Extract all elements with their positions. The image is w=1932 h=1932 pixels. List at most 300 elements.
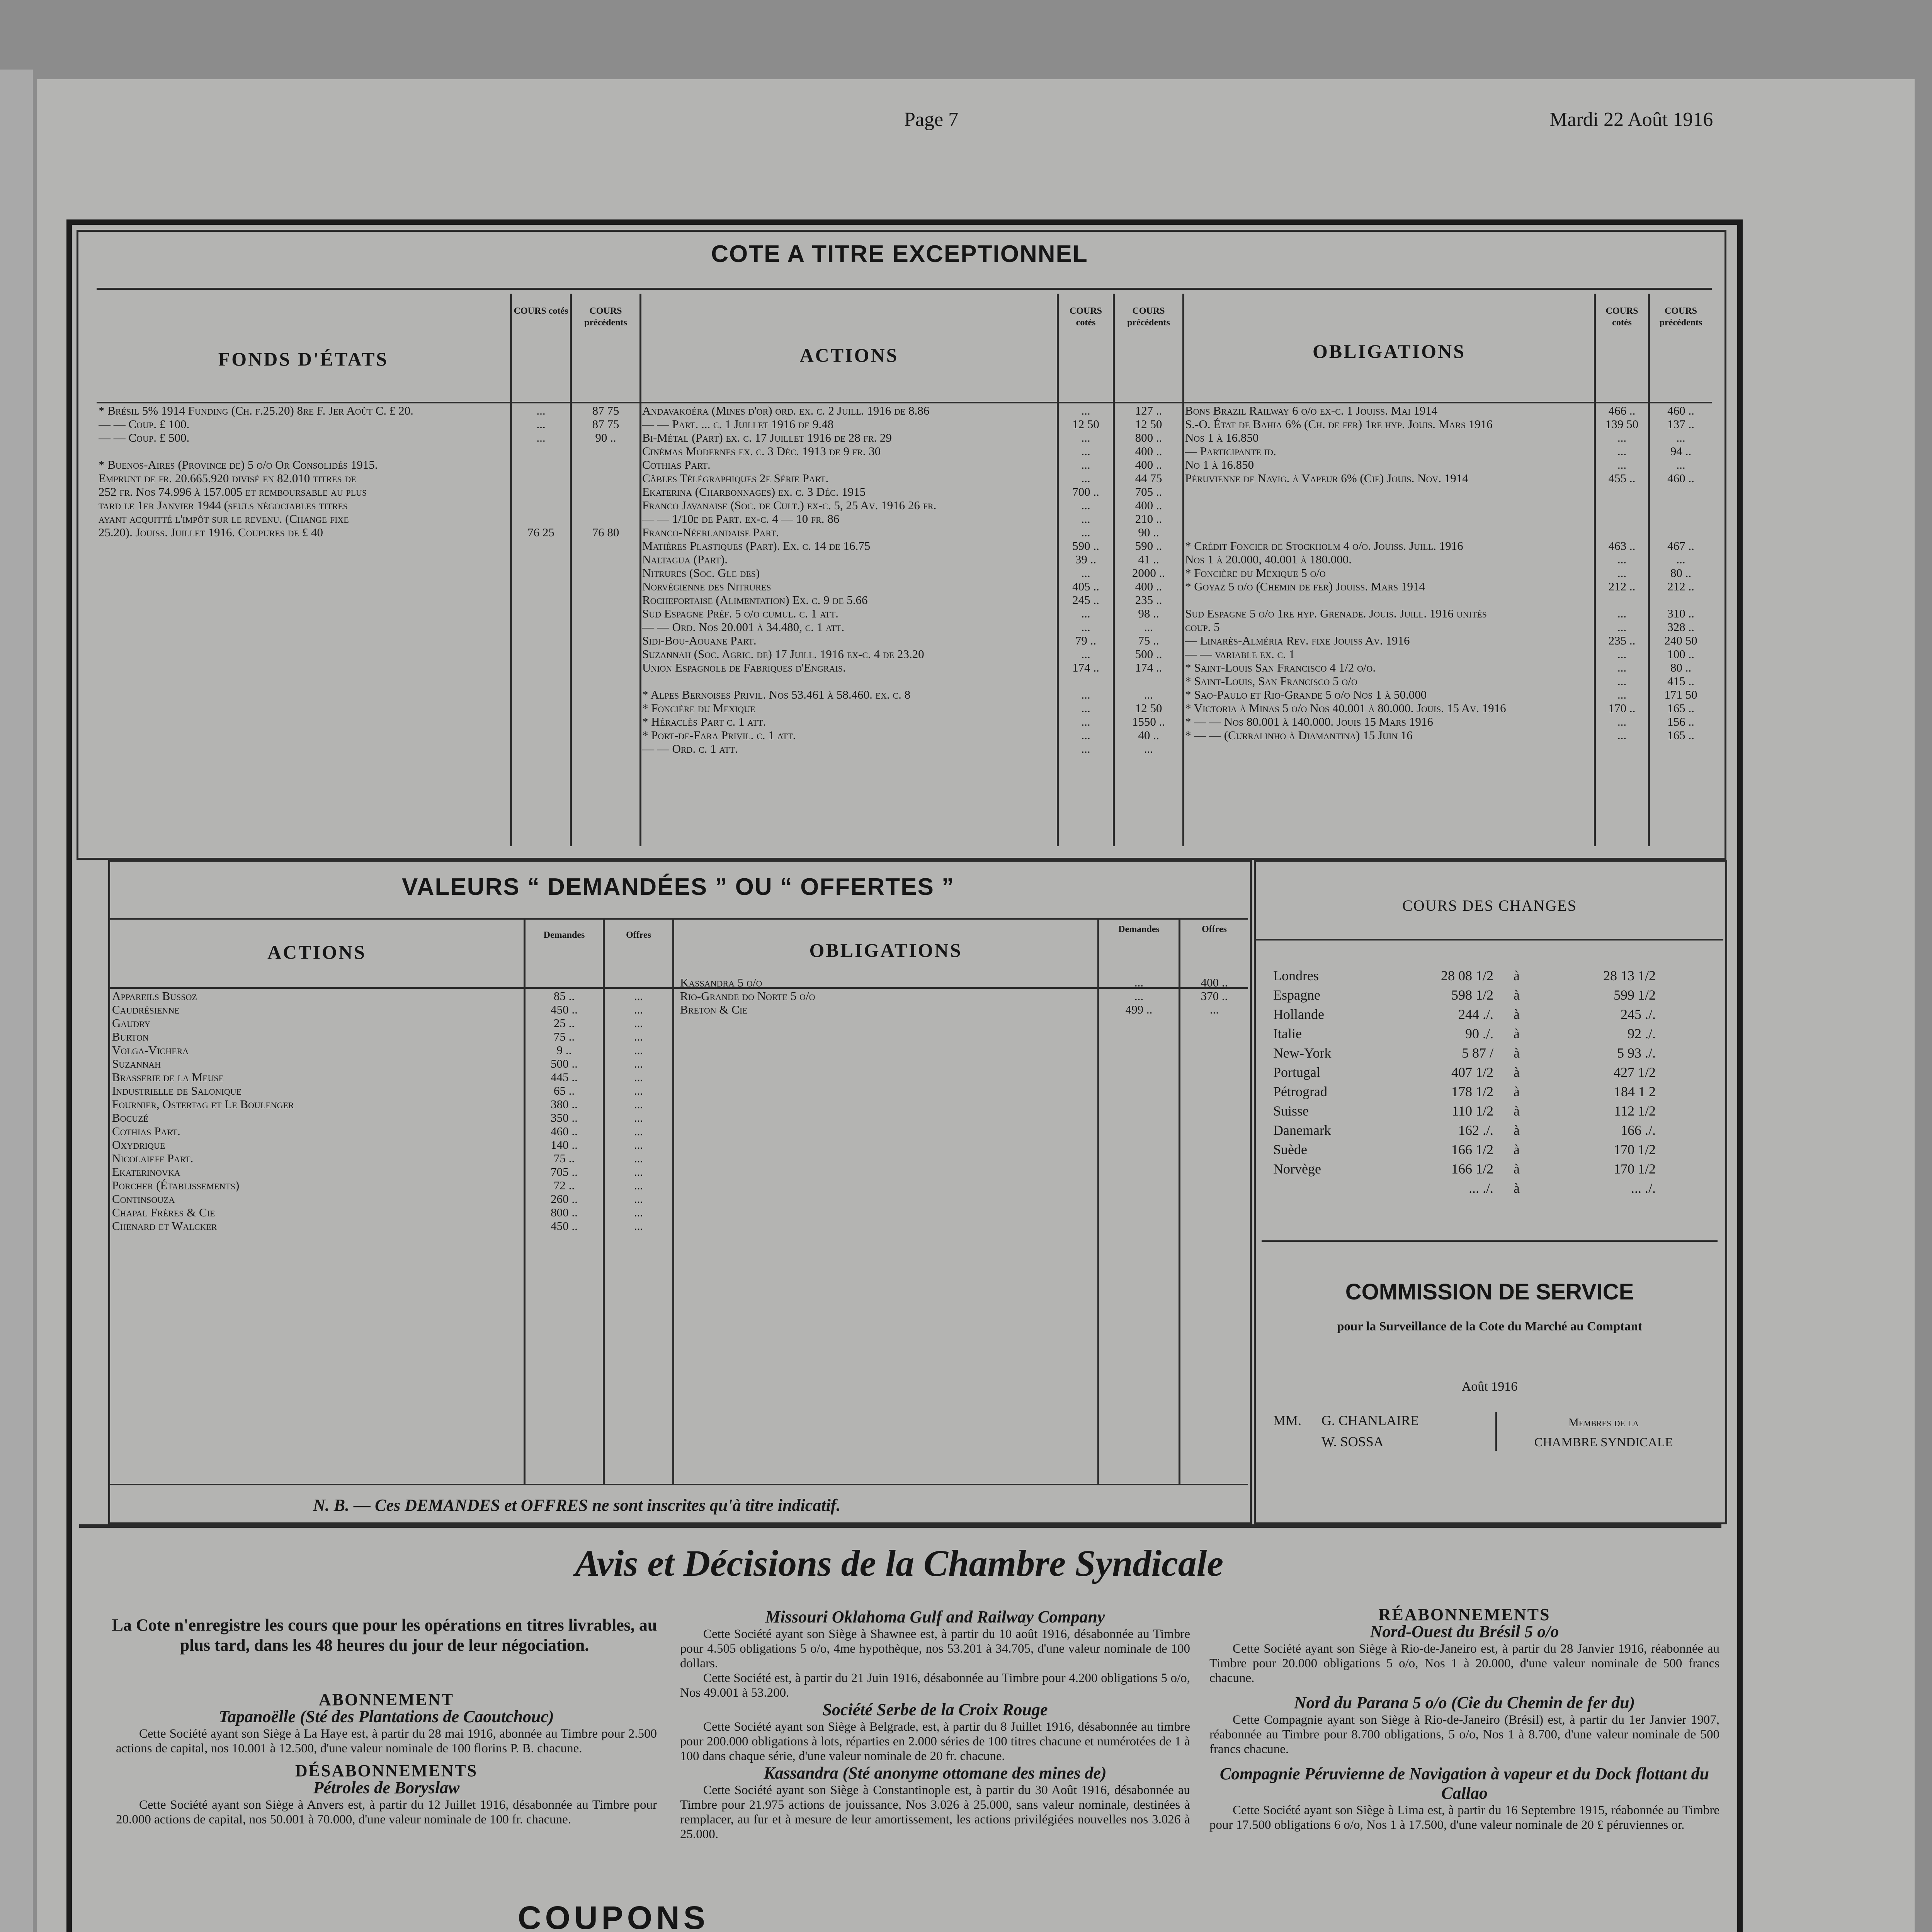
table-line: Péruvienne de Navig. à Vapeur 6% (Cie) Jouis. Nov. 1914 <box>1185 471 1468 485</box>
table-line: ... <box>1617 444 1627 458</box>
table-line: ... <box>634 1124 643 1138</box>
table-line: 165 .. <box>1667 728 1694 742</box>
exchange-a: 5 87 / <box>1461 1045 1493 1061</box>
table-line: * — — Nos 80.001 à 140.000. Jouis 15 Mars 1916 <box>1185 715 1433 728</box>
table-line: 260 .. <box>551 1192 578 1206</box>
table-line: Caudrésienne <box>112 1003 180 1016</box>
abonnement-head: ABONNEMENT <box>318 1690 454 1709</box>
table-line <box>572 444 639 458</box>
table-line: 72 .. <box>553 1179 575 1192</box>
table-line: 171 50 <box>1664 688 1697 701</box>
table-line: 455 .. <box>1608 471 1636 485</box>
table-line <box>1596 526 1648 539</box>
valeurs-oblig-off-head: Offres <box>1202 924 1227 934</box>
table-line: 450 .. <box>551 1219 578 1233</box>
exchange-a: 244 ./. <box>1458 1007 1493 1022</box>
abonnement-section <box>116 1692 657 1827</box>
table-line: Emprunt de fr. 20.665.920 divisé en 82.010 titres de <box>99 471 356 485</box>
table-line <box>99 444 508 458</box>
exchange-place: Suisse <box>1273 1103 1309 1119</box>
table-line: Nos 1 à 16.850 <box>1185 431 1259 444</box>
valeurs-actions-offres <box>605 989 672 1233</box>
commission-month: Août 1916 <box>1461 1379 1518 1394</box>
table-line: Rochefortaise (Alimentation) Ex. c. 9 de 5.66 <box>642 593 868 607</box>
table-line: 350 .. <box>551 1111 578 1124</box>
exchange-sep: à <box>1514 1084 1520 1099</box>
table-line: 705 .. <box>1135 485 1162 498</box>
coupons-title: COUPONS <box>518 1900 709 1932</box>
table-line: — — Coup. £ 500. <box>99 431 190 444</box>
table-line: 40 .. <box>1138 728 1159 742</box>
table-line: 460 .. <box>1667 471 1694 485</box>
table-line: * Saint-Louis San Francisco 4 1/2 o/o. <box>1185 661 1376 674</box>
table-line: Rio-Grande do Norte 5 o/o <box>680 989 815 1003</box>
table-line: 310 .. <box>1667 607 1694 620</box>
table-line: ... <box>634 1165 643 1179</box>
actions-list <box>642 404 1056 755</box>
table-line: ... <box>1081 566 1090 580</box>
table-line: 415 .. <box>1667 674 1694 688</box>
commission-subtitle: pour la Surveillance de la Cote du Marché au Comptant <box>1337 1320 1642 1333</box>
table-line: Câbles Télégraphiques 2e Série Part. <box>642 471 829 485</box>
table-line <box>1059 674 1113 688</box>
table-line: ... <box>1081 742 1090 755</box>
valeurs-title: VALEURS “ DEMANDÉES ” OU “ OFFERTES ” <box>401 874 955 900</box>
table-line: * Port-de-Fara Privil. c. 1 att. <box>642 728 796 742</box>
table-line: ... <box>1676 431 1685 444</box>
table-line: 1550 .. <box>1132 715 1165 728</box>
exchange-row <box>1273 1082 1706 1101</box>
table-line: 252 fr. Nos 74.996 à 157.005 et remboursable au plus <box>99 485 367 498</box>
exchange-b: ... ./. <box>1631 1180 1656 1196</box>
table-line: ... <box>1081 404 1090 417</box>
table-line: ... <box>536 431 546 444</box>
exchange-sep: à <box>1514 1045 1520 1061</box>
exchange-row <box>1273 1121 1706 1140</box>
table-line <box>1650 512 1712 526</box>
obligations-col1-head: COURS cotés <box>1605 306 1638 328</box>
table-line: 76 25 <box>527 526 554 539</box>
table-line: 460 .. <box>1667 404 1694 417</box>
table-line: ... <box>1081 647 1090 661</box>
table-line: 139 50 <box>1605 417 1639 431</box>
table-line: ... <box>1617 566 1627 580</box>
table-line: ... <box>634 1043 643 1057</box>
table-line: 79 .. <box>1075 634 1097 647</box>
exchange-place: Italie <box>1273 1026 1302 1041</box>
table-line: 25 .. <box>553 1016 575 1030</box>
exchange-sep: à <box>1514 968 1520 983</box>
exchange-row <box>1273 1179 1706 1198</box>
table-line: ... <box>1081 458 1090 471</box>
table-line: 467 .. <box>1667 539 1694 553</box>
table-line: ... <box>634 1070 643 1084</box>
table-line: ... <box>1081 607 1090 620</box>
fonds-heading: FONDS D'ÉTATS <box>218 348 389 370</box>
petroles-head: Pétroles de Boryslaw <box>313 1778 460 1797</box>
table-line: ... <box>1617 661 1627 674</box>
table-line: ... <box>1144 688 1153 701</box>
exchange-b: 427 1/2 <box>1613 1065 1656 1080</box>
table-line: ... <box>1081 526 1090 539</box>
valeurs-obligations-list <box>680 976 1095 1016</box>
actions-precedents <box>1115 404 1182 755</box>
exchange-row <box>1273 1043 1706 1063</box>
table-line: Ekaterina (Charbonnages) ex. c. 3 Déc. 1915 <box>642 485 866 498</box>
nordouest-text: Cette Société ayant son Siège à Rio-de-Janeiro est, à partir du 28 Janvier 1916, réabonnée au Timbre pour 20.000 obligations 5 o/o, Nos 1 à 20.000, d'une valeur nominale de 500 francs chacune. <box>1209 1642 1719 1685</box>
exchange-b: 170 1/2 <box>1613 1142 1656 1157</box>
table-line: 500 .. <box>1135 647 1162 661</box>
table-line: * Sao-Paulo et Rio-Grande 5 o/o Nos 1 à 50.000 <box>1185 688 1427 701</box>
avis-title: Avis et Décisions de la Chambre Syndicale <box>575 1543 1224 1584</box>
table-line: 25.20). Jouiss. Juillet 1916. Coupures de £ 40 <box>99 526 323 539</box>
table-line: ... <box>1134 989 1144 1003</box>
parana-text: Cette Compagnie ayant son Siège à Rio-de-Janeiro (Brésil) est, à partir du 1er Janvier 1907, réabonnée au Timbre pour 8.700 obligations, 5 o/o, Nos 1 à 8.700, d'une valeur nominale de 500 francs chacune. <box>1209 1713 1719 1756</box>
table-line: 90 .. <box>595 431 616 444</box>
exchange-row <box>1273 1024 1706 1043</box>
table-line: 87 75 <box>592 417 619 431</box>
table-line: 80 .. <box>1670 661 1692 674</box>
exchange-row <box>1273 1159 1706 1179</box>
petroles-text: Cette Société ayant son Siège à Anvers est, à partir du 12 Juillet 1916, désabonnée au Timbre pour 20.000 actions de capital, nos 50.001 à 70.000, d'une valeur nominale de 100 fr. chacune. <box>116 1798 657 1827</box>
obligations-precedents <box>1650 404 1712 742</box>
nordouest-head: Nord-Ouest du Brésil 5 o/o <box>1370 1622 1559 1641</box>
table-line <box>512 458 570 471</box>
desabonnements-col2 <box>680 1607 1190 1842</box>
table-line: ... <box>1617 458 1627 471</box>
table-line: ... <box>1144 742 1153 755</box>
table-line <box>572 471 639 485</box>
tapanoelle-text: Cette Société ayant son Siège à La Haye est, à partir du 28 mai 1916, abonnée au Timbre pour 2.500 actions de capital, nos 10.001 à 12.500, d'une valeur nominale de 100 florins P. B. chacune. <box>116 1727 657 1755</box>
table-line: ... <box>634 1003 643 1016</box>
table-line: 400 .. <box>1135 580 1162 593</box>
avis-intro: La Cote n'enregistre les cours que pour les opérations en titres livrables, au plus tard, dans les 48 heures du jour de leur négociation. <box>112 1616 657 1655</box>
obligations-heading: OBLIGATIONS <box>1313 340 1466 362</box>
exchange-row <box>1273 1005 1706 1024</box>
table-line: ... <box>1617 728 1627 742</box>
table-line <box>1185 593 1593 607</box>
table-line: ... <box>1617 715 1627 728</box>
table-line: 2000 .. <box>1132 566 1165 580</box>
table-line: * Brésil 5% 1914 Funding (Ch. f.25.20) 8re F. Jer Août C. £ 20. <box>99 404 413 417</box>
commission-role-1: Membres de la <box>1568 1416 1639 1429</box>
table-line <box>1650 526 1712 539</box>
exchange-a: 90 ./. <box>1465 1026 1493 1041</box>
table-line <box>1596 512 1648 526</box>
table-line: ... <box>634 1057 643 1070</box>
exchange-sep: à <box>1514 1122 1520 1138</box>
table-line: 76 80 <box>592 526 619 539</box>
table-line: 165 .. <box>1667 701 1694 715</box>
changes-title: COURS DES CHANGES <box>1402 897 1577 914</box>
actions-heading: ACTIONS <box>799 344 899 366</box>
missouri-head: Missouri Oklahoma Gulf and Railway Company <box>765 1607 1105 1626</box>
table-line: ... <box>1081 701 1090 715</box>
table-line: — — Ord. c. 1 att. <box>642 742 738 755</box>
exchange-row <box>1273 966 1706 985</box>
obligations-cotes <box>1596 404 1648 742</box>
exchange-b: 245 ./. <box>1620 1007 1656 1022</box>
table-line: ... <box>634 1151 643 1165</box>
valeurs-actions-off-head: Offres <box>626 930 651 940</box>
exchange-sep: à <box>1514 1180 1520 1196</box>
table-line: 174 .. <box>1072 661 1099 674</box>
table-line <box>512 498 570 512</box>
table-line: Union Espagnole de Fabriques d'Engrais. <box>642 661 846 674</box>
exchange-sep: à <box>1514 1007 1520 1022</box>
valeurs-obligations-demandes <box>1099 976 1179 1016</box>
valeurs-obligations-heading: OBLIGATIONS <box>809 939 963 961</box>
exchange-a: 166 1/2 <box>1451 1161 1493 1177</box>
exchange-a: 178 1/2 <box>1451 1084 1493 1099</box>
table-line: Bons Brazil Railway 6 o/o ex-c. 1 Jouiss. Mai 1914 <box>1185 404 1438 417</box>
table-line: * Goyaz 5 o/o (Chemin de fer) Jouiss. Mars 1914 <box>1185 580 1425 593</box>
table-line: Burton <box>112 1030 149 1043</box>
table-line: 450 .. <box>551 1003 578 1016</box>
table-line: Franco-Néerlandaise Part. <box>642 526 779 539</box>
exchange-sep: à <box>1514 1161 1520 1177</box>
table-line: ... <box>1081 728 1090 742</box>
table-line: Sud Espagne Préf. 5 o/o cumul. c. 1 att. <box>642 607 838 620</box>
issue-date: Mardi 22 Août 1916 <box>1549 109 1713 131</box>
table-line: 380 .. <box>551 1097 578 1111</box>
exchange-place: Londres <box>1273 968 1319 983</box>
table-line: Cothias Part. <box>112 1124 180 1138</box>
exchange-row <box>1273 985 1706 1005</box>
table-line <box>572 512 639 526</box>
exchange-a: ... ./. <box>1468 1180 1493 1196</box>
table-line: Ekaterinovka <box>112 1165 180 1179</box>
table-line: 328 .. <box>1667 620 1694 634</box>
table-line: * Buenos-Aires (Province de) 5 o/o Or Consolidés 1915. <box>99 458 378 471</box>
peruvienne-text: Cette Société ayant son Siège à Lima est, à partir du 16 Septembre 1915, réabonnée au Timbre pour 17.500 obligations 6 o/o, Nos 1 à 17.500, d'une valeur nominale de 20 £ péruviennes or. <box>1209 1803 1719 1832</box>
obligations-col2-head: COURS précédents <box>1659 306 1702 328</box>
table-line: 212 .. <box>1667 580 1694 593</box>
table-line: 94 .. <box>1670 444 1692 458</box>
table-line: Fournier, Ostertag et Le Boulenger <box>112 1097 294 1111</box>
table-line: Nicolaieff Part. <box>112 1151 194 1165</box>
table-line: 9 .. <box>556 1043 572 1057</box>
table-line: 400 .. <box>1135 458 1162 471</box>
exchange-b: 170 1/2 <box>1613 1161 1656 1177</box>
commission-role-2: CHAMBRE SYNDICALE <box>1534 1435 1673 1449</box>
table-line <box>1596 485 1648 498</box>
table-line: Oxydrique <box>112 1138 165 1151</box>
table-line: * Crédit Foncier de Stockholm 4 o/o. Jouiss. Juill. 1916 <box>1185 539 1463 553</box>
valeurs-actions-heading: ACTIONS <box>267 941 366 963</box>
fonds-col1-head: COURS cotés <box>514 306 568 316</box>
table-line: 39 .. <box>1075 553 1097 566</box>
table-line: * Alpes Bernoises Privil. Nos 53.461 à 58.460. ex. c. 8 <box>642 688 911 701</box>
table-line: 44 75 <box>1135 471 1162 485</box>
table-line: ... <box>634 1206 643 1219</box>
exchange-place: Norvège <box>1273 1161 1321 1177</box>
exchange-place: Pétrograd <box>1273 1084 1327 1099</box>
exchange-b: 5 93 ./. <box>1617 1045 1656 1061</box>
kassandra-text: Cette Société ayant son Siège à Constantinople est, à partir du 30 Août 1916, désabonnée au Timbre pour 21.975 actions de jouissance, Nos 3.026 à 25.000, sans valeur nominale, destinées à remplacer, au fur et à mesure de leur amortissement, les actions privilégiées nouvelles nos 3.026 à 25.000. <box>680 1783 1190 1841</box>
table-line: ... <box>634 1192 643 1206</box>
table-line: Franco Javanaise (Soc. de Cult.) ex-c. 5, 25 Av. 1916 26 fr. <box>642 498 937 512</box>
table-line: 400 .. <box>1135 444 1162 458</box>
table-line <box>512 512 570 526</box>
table-line: ... <box>634 1138 643 1151</box>
table-line: 405 .. <box>1072 580 1099 593</box>
table-line: ... <box>1209 1003 1219 1016</box>
exchange-sep: à <box>1514 987 1520 1003</box>
table-line: Porcher (Établissements) <box>112 1179 240 1192</box>
table-line: tard le 1er Janvier 1944 (seuls négociables titres <box>99 498 348 512</box>
table-line: ... <box>1081 688 1090 701</box>
table-line: ... <box>1134 976 1144 989</box>
table-line <box>1596 593 1648 607</box>
table-line: 800 .. <box>1135 431 1162 444</box>
table-line: 460 .. <box>551 1124 578 1138</box>
changes-table <box>1273 966 1706 1198</box>
exchange-sep: à <box>1514 1142 1520 1157</box>
table-line: ... <box>634 1030 643 1043</box>
table-line: ... <box>1617 607 1627 620</box>
peruvienne-head: Compagnie Péruvienne de Navigation à vapeur et du Dock flottant du Callao <box>1219 1764 1709 1803</box>
missouri-text-2: Cette Société est, à partir du 21 Juin 1916, désabonnée au Timbre pour 4.200 obligations 5 o/o, Nos 49.001 à 53.200. <box>680 1671 1190 1700</box>
exchange-place: Espagne <box>1273 987 1320 1003</box>
fonds-precedents <box>572 404 639 539</box>
reabonnements-head: RÉABONNEMENTS <box>1378 1605 1551 1624</box>
actions-col2-head: COURS précédents <box>1127 306 1170 328</box>
table-line: Appareils Bussoz <box>112 989 197 1003</box>
table-line: 235 .. <box>1135 593 1162 607</box>
fonds-col2-head: COURS précédents <box>584 306 627 328</box>
table-line: Nos 1 à 20.000, 40.001 à 180.000. <box>1185 553 1352 566</box>
exchange-place <box>1273 1179 1378 1198</box>
exchange-b: 166 ./. <box>1620 1122 1656 1138</box>
table-line: 100 .. <box>1667 647 1694 661</box>
table-line: 370 .. <box>1201 989 1228 1003</box>
missouri-text: Cette Société ayant son Siège à Shawnee est, à partir du 10 août 1916, désabonnée au Timbre pour 4.505 obligations 5 o/o, 4me hypothèque, nos 53.201 à 34.705, d'une valeur nominale de 100 dollars. <box>680 1627 1190 1670</box>
table-line: 590 .. <box>1135 539 1162 553</box>
table-line: 700 .. <box>1072 485 1099 498</box>
exchange-place: Danemark <box>1273 1122 1331 1138</box>
obligations-list <box>1185 404 1593 742</box>
exchange-b: 184 1 2 <box>1614 1084 1656 1099</box>
exchange-sep: à <box>1514 1026 1520 1041</box>
table-line: Kassandra 5 o/o <box>680 976 762 989</box>
table-line: Cinémas Modernes ex. c. 3 Déc. 1913 de 9 fr. 30 <box>642 444 881 458</box>
table-line: Continsouza <box>112 1192 175 1206</box>
table-line: ... <box>536 404 546 417</box>
table-line: * Foncière du Mexique <box>642 701 755 715</box>
table-line <box>642 674 1056 688</box>
table-line <box>1650 593 1712 607</box>
exchange-a: 162 ./. <box>1458 1122 1493 1138</box>
table-line: Brasserie de la Meuse <box>112 1070 224 1084</box>
table-line: 400 .. <box>1201 976 1228 989</box>
table-line: 12 50 <box>1072 417 1099 431</box>
valeurs-note: N. B. — Ces DEMANDES et OFFRES ne sont inscrites qu'à titre indicatif. <box>313 1496 841 1515</box>
table-line: ... <box>634 1016 643 1030</box>
table-line: Suzannah (Soc. Agric. de) 17 Juill. 1916 ex-c. 4 de 23.20 <box>642 647 924 661</box>
exchange-place: New-York <box>1273 1045 1332 1061</box>
table-line <box>1596 498 1648 512</box>
table-line: 156 .. <box>1667 715 1694 728</box>
table-line: No 1 à 16.850 <box>1185 458 1254 471</box>
table-line: ... <box>634 989 643 1003</box>
table-line: 75 .. <box>553 1030 575 1043</box>
table-line: ... <box>1081 498 1090 512</box>
table-line: 75 .. <box>553 1151 575 1165</box>
table-line: 41 .. <box>1138 553 1159 566</box>
table-line: 400 .. <box>1135 498 1162 512</box>
table-line: 800 .. <box>551 1206 578 1219</box>
table-line: Industrielle de Salonique <box>112 1084 242 1097</box>
table-line: * Victoria à Minas 5 o/o Nos 40.001 à 80.000. Jouis. 15 Av. 1916 <box>1185 701 1506 715</box>
serbe-head: Société Serbe de la Croix Rouge <box>822 1700 1048 1719</box>
table-line <box>572 498 639 512</box>
desabonnements-head: DÉSABONNEMENTS <box>295 1761 478 1780</box>
table-line: Andavakoéra (Mines d'or) ord. ex. c. 2 Juill. 1916 de 8.86 <box>642 404 930 417</box>
commission-member-2: W. SOSSA <box>1321 1434 1384 1449</box>
table-line: 174 .. <box>1135 661 1162 674</box>
serbe-text: Cette Société ayant son Siège à Belgrade, est, à partir du 8 Juillet 1916, désabonnée au timbre pour 200.000 obligations à lots, réparties en 2.000 séries de 100 titres chacune et numérotées de 1 à 100 dans chaque série, d'une valeur nominale de 20 fr. chacune. <box>680 1720 1190 1763</box>
table-line <box>512 444 570 458</box>
table-line: ... <box>1144 620 1153 634</box>
table-line: ... <box>1081 444 1090 458</box>
table-line: Nitrures (Soc. Gle des) <box>642 566 760 580</box>
valeurs-actions-dem-head: Demandes <box>543 930 585 940</box>
valeurs-obligations-offres <box>1180 976 1248 1016</box>
table-line: 445 .. <box>551 1070 578 1084</box>
table-line: — — variable ex. c. 1 <box>1185 647 1295 661</box>
table-line: * Foncière du Mexique 5 o/o <box>1185 566 1326 580</box>
table-line <box>512 471 570 485</box>
table-line: ... <box>634 1111 643 1124</box>
page-number: Page 7 <box>904 109 959 131</box>
valeurs-actions-demandes <box>526 989 603 1233</box>
table-line: ... <box>1081 431 1090 444</box>
table-line: 705 .. <box>551 1165 578 1179</box>
table-line: Suzannah <box>112 1057 161 1070</box>
table-line: — — Ord. Nos 20.001 à 34.480, c. 1 att. <box>642 620 845 634</box>
table-line <box>572 458 639 471</box>
commission-member-1: G. CHANLAIRE <box>1321 1413 1419 1428</box>
table-line: Gaudry <box>112 1016 151 1030</box>
table-line: 140 .. <box>551 1138 578 1151</box>
exchange-row <box>1273 1063 1706 1082</box>
exchange-sep: à <box>1514 1065 1520 1080</box>
table-line: * — — (Curralinho à Diamantina) 15 Juin 16 <box>1185 728 1413 742</box>
table-line: ... <box>1617 688 1627 701</box>
actions-col1-head: COURS cotés <box>1069 306 1102 328</box>
table-line: 90 .. <box>1138 526 1159 539</box>
commission-title: COMMISSION DE SERVICE <box>1345 1279 1634 1304</box>
table-line: 500 .. <box>551 1057 578 1070</box>
table-line: 590 .. <box>1072 539 1099 553</box>
table-line: ... <box>1676 458 1685 471</box>
exchange-a: 166 1/2 <box>1451 1142 1493 1157</box>
table-line: * Héraclès Part c. 1 att. <box>642 715 766 728</box>
table-line: * Saint-Louis, San Francisco 5 o/o <box>1185 674 1357 688</box>
parana-head: Nord du Parana 5 o/o (Cie du Chemin de fer du) <box>1294 1693 1635 1712</box>
exchange-b: 92 ./. <box>1627 1026 1656 1041</box>
exchange-b: 112 1/2 <box>1614 1103 1656 1119</box>
table-line: — — Coup. £ 100. <box>99 417 190 431</box>
table-line: ... <box>1081 620 1090 634</box>
exchange-place: Hollande <box>1273 1007 1324 1022</box>
table-line: ... <box>1081 512 1090 526</box>
table-line <box>1185 485 1593 498</box>
valeurs-oblig-dem-head: Demandes <box>1118 924 1160 934</box>
table-line: Norvégienne des Nitrures <box>642 580 771 593</box>
table-line: ... <box>634 1097 643 1111</box>
